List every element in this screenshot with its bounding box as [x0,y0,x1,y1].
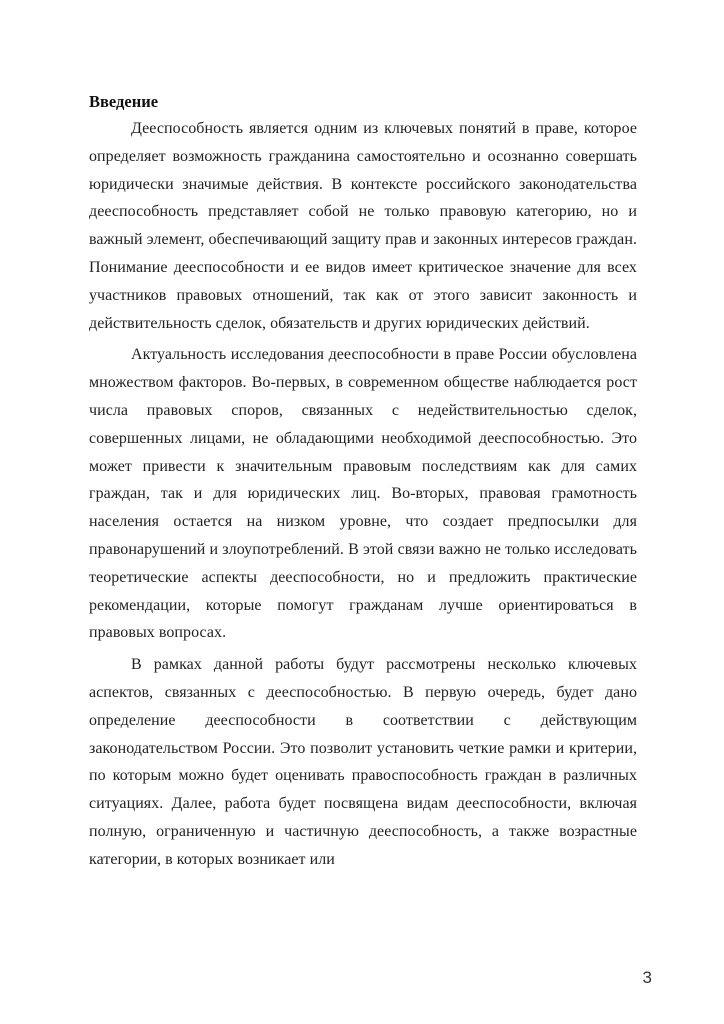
paragraph-3: В рамках данной работы будут рассмотрены несколько ключевых аспектов, связанных с дееспособностью. В первую очередь, будет дано определение дееспособности в соответствии с действующим законодательством России. Это позволит установить четкие рамки и критерии, по которым можно будет оценивать правоспособность граждан в различных ситуациях. Далее, работа будет посвящена видам дееспособности, включая полную, ограниченную и частичную дееспособность, а также возрастные категории, в которых возникает или [89,656,637,868]
section-heading: Введение [89,92,159,111]
paragraph-2: Актуальность исследования дееспособности в праве России обусловлена множеством факторов. Во-первых, в современном обществе наблюдается рост числа правовых споров, связанных с недействительностью сделок, совершенных лицами, не обладающими необходимой дееспособностью. Это может привести к значительным правовым последствиям как для самих граждан, так и для юридических лиц. Во-вторых, правовая грамотность населения остается на низком уровне, что создает предпосылки для правонарушений и злоупотреблений. В этой связи важно не только исследовать теоретические аспекты дееспособности, но и предложить практические рекомендации, которые помогут гражданам лучше ориентироваться в правовых вопросах. [89,346,637,642]
page-number: 3 [642,968,652,987]
paragraph-1: Дееспособность является одним из ключевых понятий в праве, которое определяет возможность гражданина самостоятельно и осознанно совершать юридически значимые действия. В контексте российского законодательства дееспособность представляет собой не только правовую категорию, но и важный элемент, обеспечивающий защиту прав и законных интересов граждан. Понимание дееспособности и ее видов имеет критическое значение для всех участников правовых отношений, так как от этого зависит законность и действительность сделок, обязательств и других юридических действий. [89,120,637,332]
page-body [89,90,637,874]
